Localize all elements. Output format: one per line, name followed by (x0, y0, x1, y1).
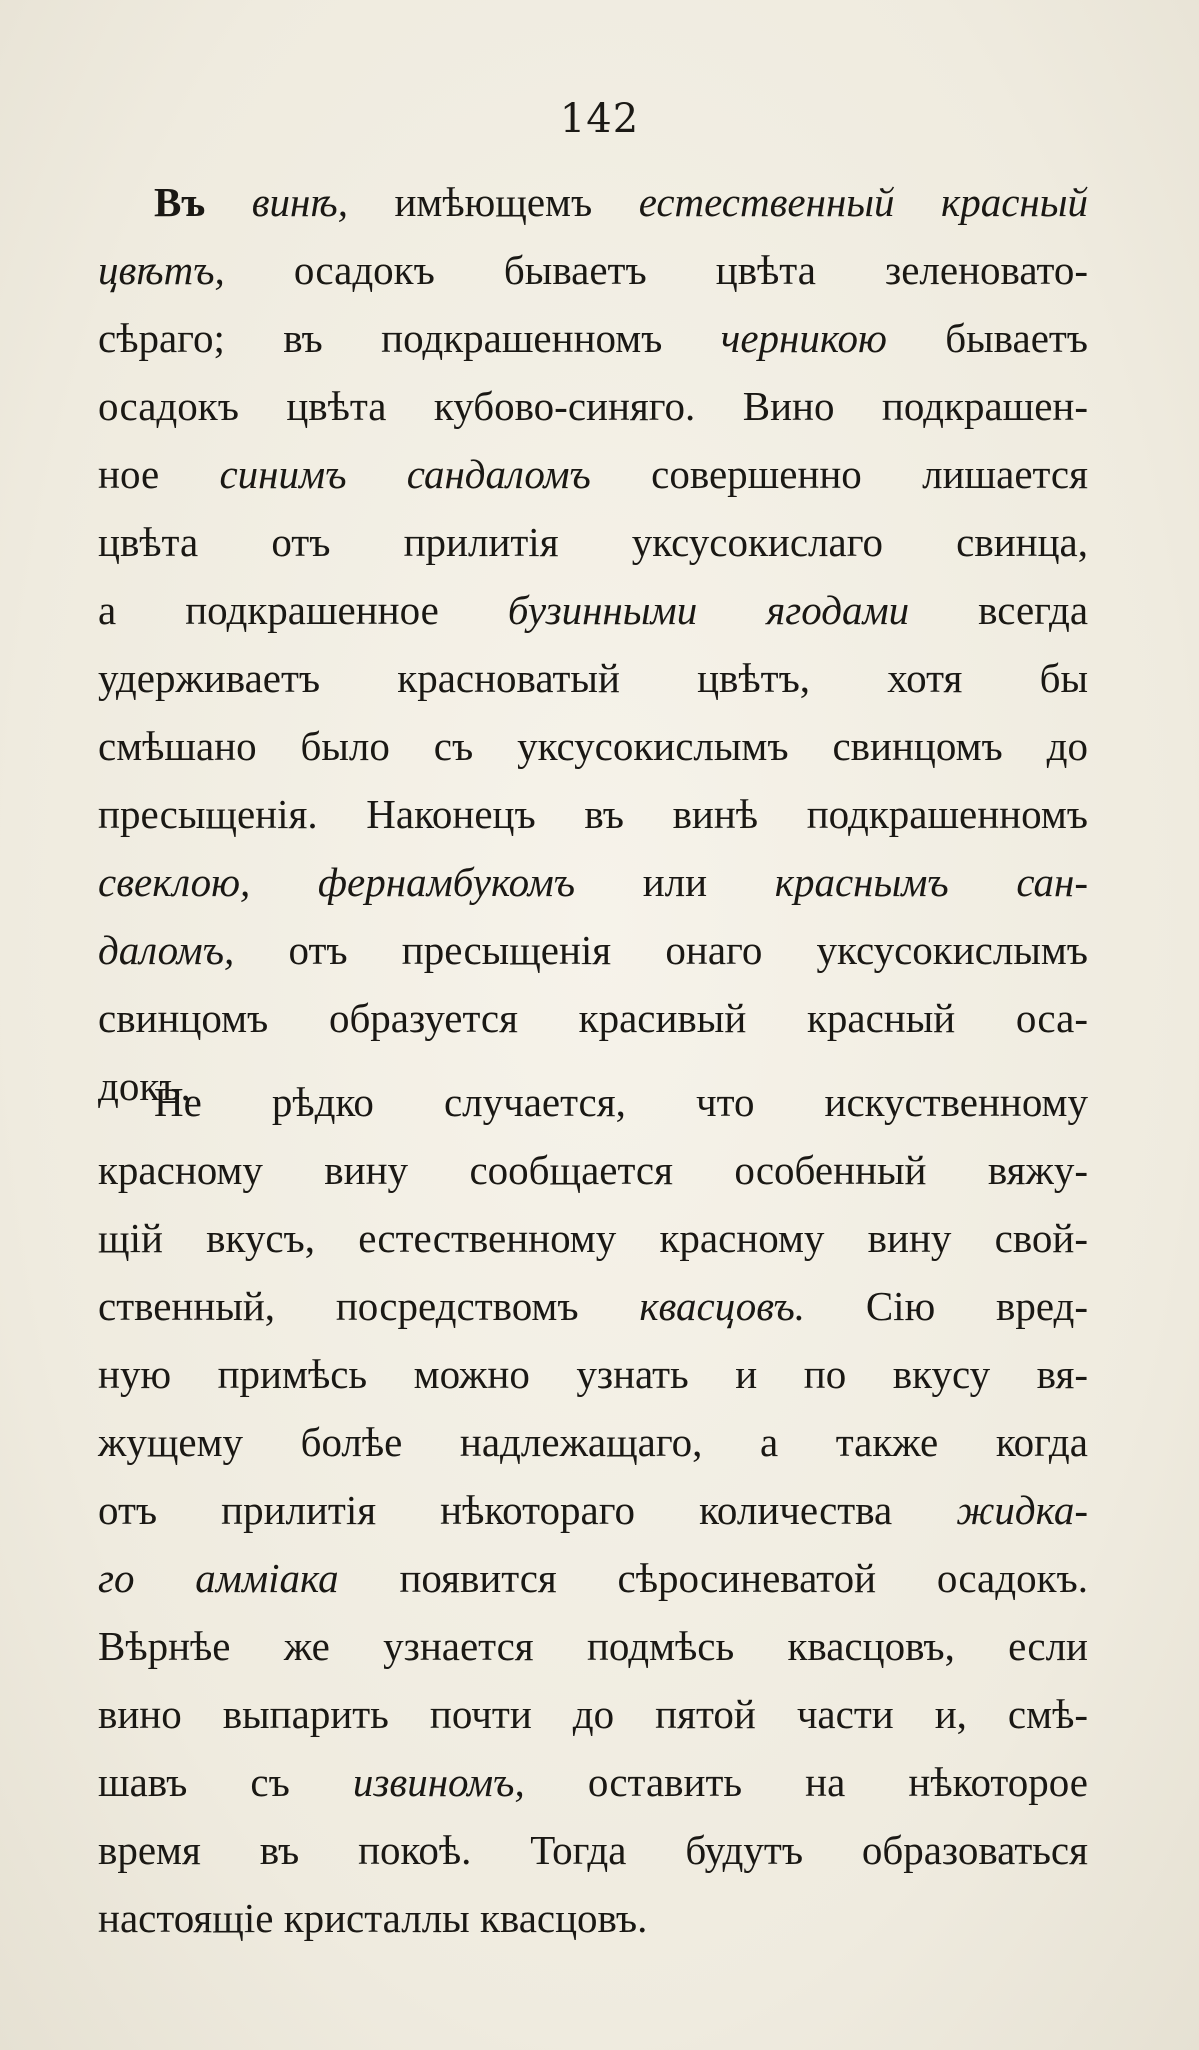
text-span: бываетъ (945, 315, 1089, 361)
italic-span: извиномъ, (352, 1759, 525, 1805)
italic-span: даломъ, (98, 927, 235, 973)
italic-span: естественный красный (638, 179, 1089, 225)
text-span: шавъ съ (98, 1759, 290, 1805)
text-line (98, 576, 1088, 644)
text-line (98, 1680, 1088, 1748)
text-line (98, 304, 1088, 372)
text-span: Сію вред- (865, 1283, 1089, 1329)
text-line (98, 1204, 1088, 1272)
text-line (98, 168, 1088, 236)
text-span: смѣшано было съ уксусокислымъ свинцомъ до (98, 723, 1088, 769)
text-span: осадокъ цвѣта кубово-синяго. Вино подкрашен- (98, 383, 1088, 429)
paragraph-1 (98, 168, 1088, 1120)
text-span: всегда (978, 587, 1089, 633)
text-span: красному вину сообщается особенный вяжу- (98, 1147, 1088, 1193)
text-line (98, 508, 1088, 576)
text-span: Вѣрнѣе же узнается подмѣсь квасцовъ, если (98, 1623, 1088, 1669)
text-span: Не рѣдко случается, что искуственному (154, 1079, 1088, 1125)
text-line (98, 780, 1088, 848)
text-span: цвѣта отъ прилитія уксусокислаго свинца, (98, 519, 1088, 565)
paragraph-2 (98, 1068, 1088, 1952)
text-span: отъ прилитія нѣкотораго количества (98, 1487, 893, 1533)
text-line (98, 984, 1088, 1052)
text-span: имѣющемъ (394, 179, 593, 225)
text-line (98, 236, 1088, 304)
italic-span: винѣ, (251, 179, 348, 225)
text-span: а подкрашенное (98, 587, 439, 633)
italic-span: черникою (720, 315, 887, 361)
text-span: ную примѣсь можно узнать и по вкусу вя- (98, 1351, 1088, 1397)
text-line (98, 1612, 1088, 1680)
text-span: ственный, посредствомъ (98, 1283, 579, 1329)
text-span: оставить на нѣкоторое (587, 1759, 1088, 1805)
text-span: пресыщенія. Наконецъ въ винѣ подкрашенномъ (98, 791, 1088, 837)
text-span: отъ пресыщенія онаго уксусокислымъ (288, 927, 1089, 973)
text-line (98, 440, 1088, 508)
page-number: 142 (559, 96, 640, 142)
text-span: докъ. (98, 1063, 191, 1109)
text-span: свинцомъ образуется красивый красный оса- (98, 995, 1088, 1041)
text-line (98, 644, 1088, 712)
text-line (98, 1340, 1088, 1408)
text-span: Въ (154, 179, 206, 225)
italic-span: цвѣтъ, (98, 247, 225, 293)
text-line (98, 1476, 1088, 1544)
text-span: время въ покоѣ. Тогда будутъ образоваться (98, 1827, 1088, 1873)
italic-span: синимъ сандаломъ (219, 451, 591, 497)
text-line (98, 372, 1088, 440)
italic-span: свеклою, фернамбукомъ (98, 859, 576, 905)
text-span: или (642, 859, 708, 905)
text-line (98, 1884, 1088, 1952)
italic-span: краснымъ сан- (774, 859, 1089, 905)
text-line (98, 1272, 1088, 1340)
text-span: осадокъ бываетъ цвѣта зеленовато- (293, 247, 1089, 293)
text-line (98, 916, 1088, 984)
text-line (98, 1544, 1088, 1612)
italic-span: жидка- (956, 1487, 1088, 1533)
text-span: сѣраго; въ подкрашенномъ (98, 315, 663, 361)
text-span: ное (98, 451, 160, 497)
text-span: щій вкусъ, естественному красному вину свой- (98, 1215, 1088, 1261)
text-span: совершенно лишается (651, 451, 1088, 497)
italic-span: го амміака (98, 1555, 339, 1601)
text-line (98, 1408, 1088, 1476)
text-line (98, 848, 1088, 916)
text-span: удерживаетъ красноватый цвѣтъ, хотя бы (98, 655, 1088, 701)
text-span: вино выпарить почти до пятой части и, смѣ- (98, 1691, 1088, 1737)
italic-span: бузинными ягодами (507, 587, 910, 633)
text-span: настоящіе кристаллы квасцовъ. (98, 1895, 648, 1941)
text-span: появится сѣросиневатой осадокъ. (399, 1555, 1088, 1601)
text-span: жущему болѣе надлежащаго, а также когда (98, 1419, 1088, 1465)
text-line (98, 1136, 1088, 1204)
text-line (98, 1816, 1088, 1884)
text-line (98, 1068, 1088, 1136)
italic-span: квасцовъ. (639, 1283, 806, 1329)
text-line (98, 1748, 1088, 1816)
text-line (98, 712, 1088, 780)
